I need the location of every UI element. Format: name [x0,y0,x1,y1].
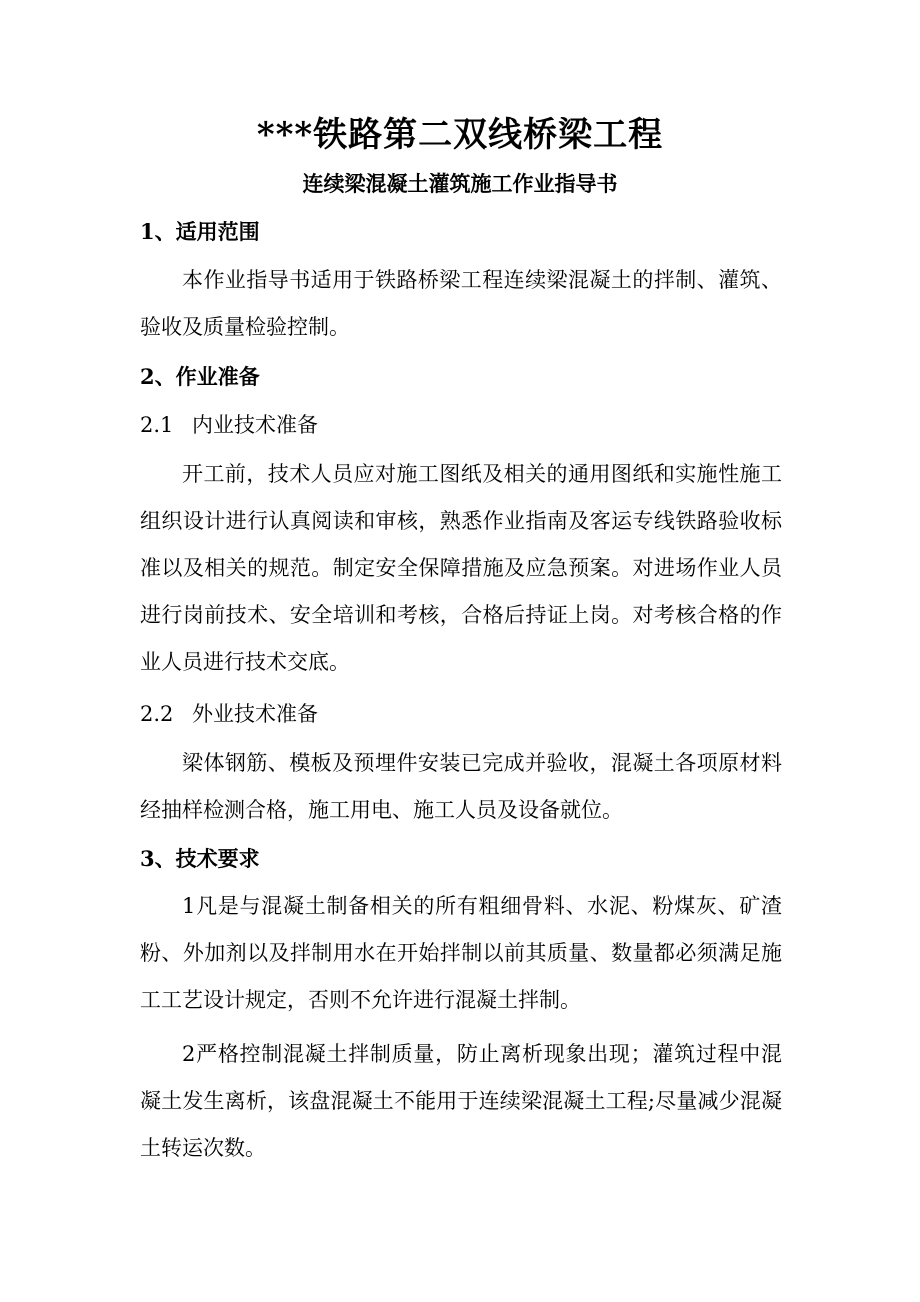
external-prep-paragraph: 梁体钢筋、模板及预埋件安装已完成并验收，混凝土各项原材料经抽样检测合格，施工用电、施工人员及设备就位。 [140,751,782,822]
section-heading-preparation: 2、作业准备 [140,364,260,389]
document-subtitle: 连续梁混凝土灌筑施工作业指导书 [302,171,618,196]
subsection-title: 外业技术准备 [192,702,318,726]
subsection-number: 2.2 [140,702,174,726]
subsection-title: 内业技术准备 [192,413,318,437]
document-title: ***铁路第二双线桥梁工程 [256,115,664,155]
subsection-number: 2.1 [140,413,174,437]
section-heading-technical-requirements: 3、技术要求 [140,846,260,871]
internal-prep-paragraph: 开工前，技术人员应对施工图纸及相关的通用图纸和实施性施工组织设计进行认真阅读和审核，熟悉作业指南及客运专线铁路验收标准以及相关的规范。制定安全保障措施及应急预案。对进场作业人员进行岗前技术、安全培训和考核，合格后持证上岗。对考核合格的作业人员进行技术交底。 [140,462,782,674]
section-heading-scope: 1、适用范围 [140,219,260,244]
section-scope-paragraph: 本作业指导书适用于铁路桥梁工程连续梁混凝土的拌制、灌筑、验收及质量检验控制。 [140,268,782,339]
requirement-paragraph-1: 1凡是与混凝土制备相关的所有粗细骨料、水泥、粉煤灰、矿渣粉、外加剂以及拌制用水在开始拌制以前其质量、数量都必须满足施工工艺设计规定，否则不允许进行混凝土拌制。 [140,894,782,1012]
subsection-heading-external-prep [140,696,318,732]
subsection-heading-internal-prep [140,407,318,443]
requirement-paragraph-2: 2严格控制混凝土拌制质量，防止离析现象出现；灌筑过程中混凝土发生离析，该盘混凝土不能用于连续梁混凝土工程;尽量减少混凝土转运次数。 [140,1042,782,1160]
